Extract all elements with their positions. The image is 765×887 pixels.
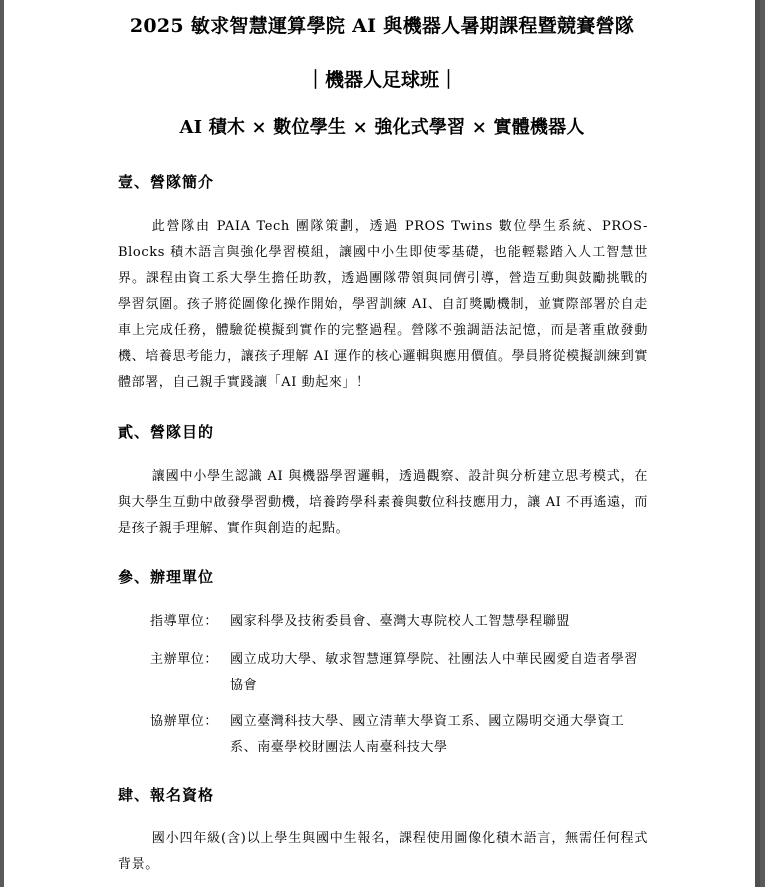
organizer-value: 國立臺灣科技大學、國立清華大學資工系、國立陽明交通大學資工系、南臺學校財團法人南臺科技大學 xyxy=(230,714,625,755)
page-edge-rule xyxy=(755,0,760,887)
section-heading-eligibility: 肆、報名資格 xyxy=(118,786,215,804)
organizer-row-guidance xyxy=(150,609,650,635)
organizer-row-host xyxy=(150,647,650,699)
intro-paragraph: 此營隊由 PAIA Tech 團隊策劃，透過 PROS Twins 數位學生系統、PROS-Blocks 積木語言與強化學習模組，讓國中小生即使零基礎，也能輕鬆踏入人工智慧世界。課程由資工系大學生擔任助教，透過團隊帶領與同儕引導，營造互動與鼓勵挑戰的學習氛圍。孩子將從圖像化操作開始，學習訓練 AI、自訂獎勵機制，並實際部署於自走車上完成任務，體驗從模擬到實作的完整過程。營隊不強調語法記憶，而是著重啟發動機、培養思考能力，讓孩子理解 AI 運作的核心邏輯與應用價值。學員將從模擬訓練到實體部署，自己親手實踐讓「AI 動起來」！ xyxy=(118,219,648,390)
organizer-row-co-host xyxy=(150,709,650,761)
eligibility-paragraph: 國小四年級(含)以上學生與國中生報名，課程使用圖像化積木語言，無需任何程式背景。 xyxy=(118,831,648,872)
page-subtitle: ｜機器人足球班｜ xyxy=(305,69,458,91)
organizer-label: 指導單位： xyxy=(150,614,219,629)
page-title: 2025 敏求智慧運算學院 AI 與機器人暑期課程暨競賽營隊 xyxy=(129,15,635,37)
organizer-value: 國家科學及技術委員會、臺灣大專院校人工智慧學程聯盟 xyxy=(230,614,571,629)
organizer-value: 國立成功大學、敏求智慧運算學院、社團法人中華民國愛自造者學習協會 xyxy=(230,652,639,693)
section-heading-purpose: 貳、營隊目的 xyxy=(118,423,215,441)
purpose-paragraph: 讓國中小學生認識 AI 與機器學習邏輯，透過觀察、設計與分析建立思考模式，在與大學生互動中啟發學習動機，培養跨學科素養與數位科技應用力，讓 AI 不再遙遠，而是孩子親手理解、實作與創造的起點。 xyxy=(118,469,648,536)
organizer-label: 協辦單位： xyxy=(150,714,219,729)
page-tagline: AI 積木 × 數位學生 × 強化式學習 × 實體機器人 xyxy=(179,117,585,138)
organizer-label: 主辦單位： xyxy=(150,652,219,667)
document-page xyxy=(4,0,760,887)
section-heading-intro: 壹、營隊簡介 xyxy=(118,173,215,191)
section-heading-organizers: 參、辦理單位 xyxy=(118,568,215,586)
